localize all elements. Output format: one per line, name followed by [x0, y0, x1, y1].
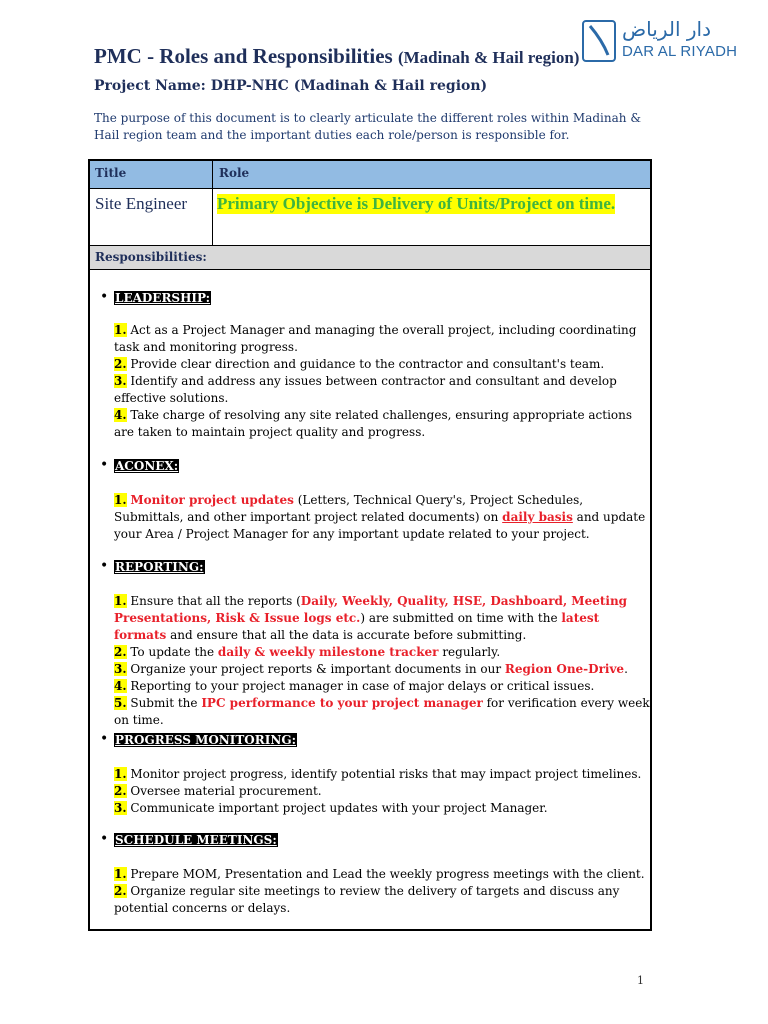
responsibilities-label: Responsibilities: — [95, 250, 207, 264]
section-heading: SCHEDULE MEETINGS: — [115, 833, 277, 847]
list-item: 1. Monitor project progress, identify potential risks that may impact project timelines. — [114, 767, 642, 781]
logo-mark-icon — [582, 20, 616, 62]
list-item: 2. Oversee material procurement. — [114, 784, 322, 798]
title-region: (Madinah & Hail region) — [397, 48, 580, 67]
purpose-text: The purpose of this document is to clearly articulate the different roles within Madinah & Hail region team and the important duties each role/person is responsible for. — [94, 111, 642, 142]
bullet-icon: • — [100, 831, 109, 847]
section-body — [114, 866, 654, 917]
logo-latin-text: DAR AL RIYADH — [622, 43, 738, 60]
section-heading: REPORTING: — [115, 560, 204, 574]
logo-arabic-text: دار الرياض — [622, 17, 712, 41]
section-heading: PROGRESS MONITORING: — [115, 733, 296, 747]
bullet-icon: • — [100, 457, 109, 473]
column-divider — [212, 161, 213, 245]
role-cell: Primary Objective is Delivery of Units/Project on time. — [217, 194, 616, 213]
list-item: 4. Take charge of resolving any site related challenges, ensuring appropriate actions are taken to maintain project quality and progress. — [114, 408, 633, 439]
list-item: 1. Ensure that all the reports (Daily, Weekly, Quality, HSE, Dashboard, Meeting Presentations, Risk & Issue logs etc.) are submitted on time with the latest formats and ensure that all the data is accurate before submitting. — [114, 594, 628, 642]
page-number: 1 — [637, 974, 644, 987]
list-item: 5. Submit the IPC performance to your project manager for verification every week on time. — [114, 696, 650, 727]
section-body — [114, 593, 654, 729]
section-heading: LEADERSHIP: — [115, 291, 211, 305]
bullet-icon: • — [100, 558, 109, 574]
table-header-row — [90, 161, 650, 189]
list-item: 2. Organize regular site meetings to review the delivery of targets and discuss any potential concerns or delays. — [114, 884, 620, 915]
list-item: 3. Identify and address any issues between contractor and consultant and develop effective solutions. — [114, 374, 617, 405]
section-body — [114, 492, 654, 543]
list-item: 3. Communicate important project updates with your project Manager. — [114, 801, 548, 815]
section-heading: ACONEX: — [115, 459, 179, 473]
list-item: 1. Prepare MOM, Presentation and Lead the weekly progress meetings with the client. — [114, 867, 645, 881]
column-role-header: Role — [219, 166, 250, 180]
responsibilities-row — [90, 245, 650, 270]
list-item: 2. Provide clear direction and guidance to the contractor and consultant's team. — [114, 357, 605, 371]
list-item: 4. Reporting to your project manager in case of major delays or critical issues. — [114, 679, 595, 693]
roles-table — [88, 159, 652, 931]
list-item: 1. Act as a Project Manager and managing the overall project, including coordinating task and monitoring progress. — [114, 323, 637, 354]
list-item: 1. Monitor project updates (Letters, Technical Query's, Project Schedules, Submittals, and other important project related documents) on daily basis and update your Area / Project Manager for any important update related to your project. — [114, 493, 646, 541]
document-title — [94, 44, 579, 69]
list-item: 2. To update the daily & weekly milestone tracker regularly. — [114, 645, 501, 659]
title-main: PMC - Roles and Responsibilities — [94, 44, 393, 68]
company-logo — [582, 17, 738, 65]
column-title-header: Title — [95, 166, 127, 180]
section-body — [114, 766, 654, 817]
bullet-icon: • — [100, 289, 109, 305]
section-body — [114, 322, 654, 441]
bullet-icon: • — [100, 731, 109, 747]
project-name: Project Name: DHP-NHC (Madinah & Hail region) — [94, 78, 488, 94]
list-item: 3. Organize your project reports & important documents in our Region One-Drive. — [114, 662, 628, 676]
title-cell: Site Engineer — [95, 194, 188, 213]
